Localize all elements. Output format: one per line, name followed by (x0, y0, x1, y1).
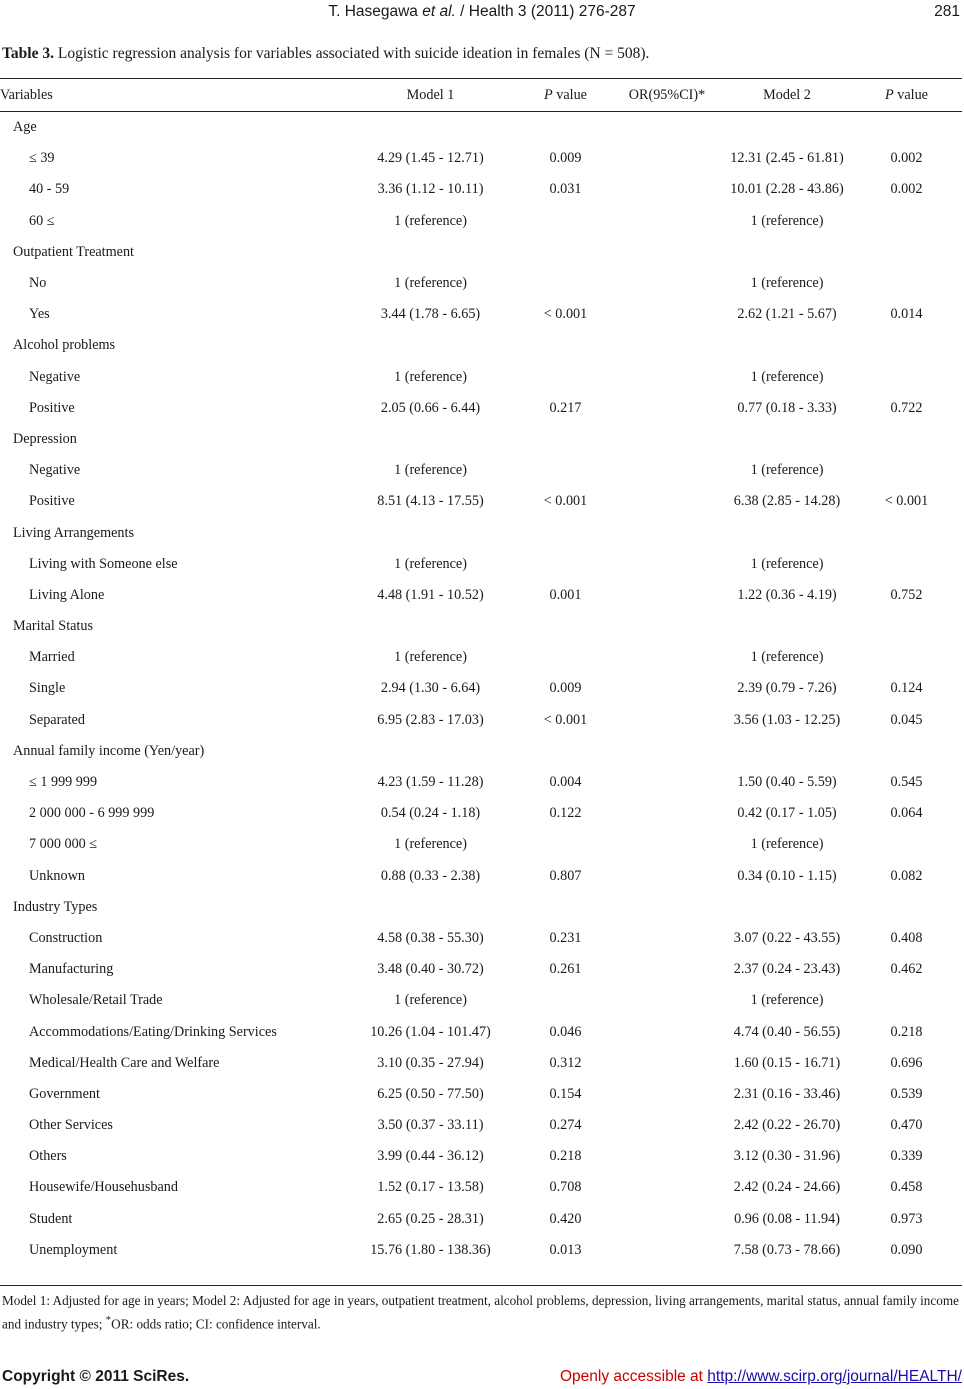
cell-variable: No (29, 275, 47, 292)
cell-model2: 1.60 (0.15 - 16.71) (733, 1054, 841, 1071)
cell-model2: 1 (reference) (750, 649, 824, 666)
cell-p-value-1 (520, 112, 611, 143)
cell-p-value-1: 0.218 (549, 1148, 582, 1165)
cell-model2: 2.42 (0.22 - 26.70) (733, 1117, 841, 1134)
cell-variable: 40 - 59 (29, 181, 70, 198)
cell-p-value-2: 0.545 (890, 774, 923, 791)
cell-model1: 15.76 (1.80 - 138.36) (370, 1241, 491, 1258)
cell-or-ci (611, 1079, 723, 1110)
cell-p-value-1 (520, 424, 611, 455)
running-journal: / Health 3 (2011) 276-287 (455, 3, 636, 20)
cell-p-value-2: 0.064 (890, 805, 923, 822)
cell-variable: Separated (29, 711, 85, 728)
table-body (0, 112, 962, 1266)
cell-or-ci (611, 299, 723, 330)
table-row (0, 1204, 962, 1235)
cell-model2: 10.01 (2.28 - 43.86) (730, 181, 844, 198)
cell-p-value-1: 0.261 (549, 961, 582, 978)
cell-p-value-1: 0.031 (549, 181, 582, 198)
cell-model1: 3.10 (0.35 - 27.94) (377, 1054, 484, 1071)
running-title (0, 3, 964, 21)
cell-p-value-2 (851, 424, 962, 455)
cell-model1: 3.99 (0.44 - 36.12) (377, 1148, 484, 1165)
cell-p-value-2: 0.124 (890, 680, 923, 697)
cell-variable: 60 ≤ (29, 212, 55, 229)
table-group-row (0, 330, 962, 361)
cell-model2: 12.31 (2.45 - 61.81) (730, 150, 844, 167)
cell-model2: 4.74 (0.40 - 56.55) (733, 1023, 841, 1040)
cell-p-value-2: 0.470 (890, 1117, 923, 1134)
table-row (0, 1016, 962, 1047)
cell-p-value-1 (520, 736, 611, 767)
cell-p-value-1: < 0.001 (543, 711, 588, 728)
cell-model1 (341, 424, 520, 455)
cell-or-ci (611, 829, 723, 860)
cell-p-value-1 (520, 362, 611, 393)
table-row (0, 362, 962, 393)
cell-p-value-1 (520, 642, 611, 673)
cell-p-value-2 (851, 829, 962, 860)
cell-p-value-1: 0.807 (549, 867, 582, 884)
cell-p-value-1 (520, 206, 611, 237)
cell-variable: 7 000 000 ≤ (29, 836, 98, 853)
cell-model1: 1 (reference) (394, 555, 467, 572)
table-label: Table 3. (2, 45, 54, 62)
cell-model2: 1.50 (0.40 - 5.59) (737, 774, 837, 791)
cell-or-ci (611, 1048, 723, 1079)
table-row (0, 1079, 962, 1110)
cell-p-value-1 (520, 517, 611, 548)
cell-or-ci (611, 705, 723, 736)
cell-model1 (341, 736, 520, 767)
cell-variable: Living Alone (29, 586, 105, 603)
table-row (0, 985, 962, 1016)
cell-p-value-2: 0.218 (890, 1023, 923, 1040)
cell-p-value-2: 0.014 (890, 306, 923, 323)
table-group-row (0, 237, 962, 268)
cell-p-value-2: 0.539 (890, 1085, 923, 1102)
cell-p-value-2: 0.458 (890, 1179, 923, 1196)
cell-model1: 1 (reference) (394, 836, 467, 853)
cell-p-value-2: 0.408 (890, 929, 923, 946)
cell-model2 (723, 112, 851, 143)
cell-variable: Single (29, 680, 66, 697)
cell-or-ci (611, 1110, 723, 1141)
cell-or-ci (611, 143, 723, 174)
cell-variable: Outpatient Treatment (13, 243, 134, 260)
running-header (0, 0, 964, 28)
regression-table (0, 79, 962, 1266)
cell-or-ci (611, 923, 723, 954)
table-row (0, 143, 962, 174)
cell-p-value-1: 0.013 (549, 1241, 582, 1258)
table-row (0, 1110, 962, 1141)
cell-model1 (341, 237, 520, 268)
cell-p-value-2: < 0.001 (884, 493, 929, 510)
cell-or-ci (611, 642, 723, 673)
cell-model1: 2.94 (1.30 - 6.64) (380, 680, 481, 697)
cell-variable: Yes (29, 306, 50, 323)
cell-p-value-2: 0.002 (890, 150, 923, 167)
cell-model2: 1 (reference) (750, 555, 824, 572)
cell-variable: ≤ 39 (29, 150, 55, 167)
cell-model1 (341, 892, 520, 923)
cell-model1: 1 (reference) (394, 212, 467, 229)
cell-model1 (341, 517, 520, 548)
cell-p-value-1: 0.046 (549, 1023, 582, 1040)
header-variables: Variables (0, 87, 53, 103)
table-row (0, 705, 962, 736)
cell-or-ci (611, 330, 723, 361)
cell-model2: 2.37 (0.24 - 23.43) (733, 961, 841, 978)
table-row (0, 1141, 962, 1172)
cell-model1: 1 (reference) (394, 992, 467, 1009)
cell-model2: 1 (reference) (750, 275, 824, 292)
cell-p-value-2 (851, 985, 962, 1016)
table-row (0, 954, 962, 985)
cell-model2: 1.22 (0.36 - 4.19) (737, 586, 837, 603)
cell-variable: Negative (29, 462, 81, 479)
cell-model1: 10.26 (1.04 - 101.47) (370, 1023, 491, 1040)
cell-model2: 3.12 (0.30 - 31.96) (733, 1148, 841, 1165)
cell-model2: 0.77 (0.18 - 3.33) (737, 399, 837, 416)
cell-variable: Accommodations/Eating/Drinking Services (29, 1023, 277, 1040)
cell-variable: Industry Types (13, 898, 98, 915)
cell-or-ci (611, 112, 723, 143)
table-caption (2, 45, 649, 63)
header-model2: Model 2 (763, 87, 811, 103)
cell-p-value-1 (520, 892, 611, 923)
cell-or-ci (611, 892, 723, 923)
cell-model2 (723, 611, 851, 642)
cell-variable: Others (29, 1148, 67, 1165)
header-or-ci: OR(95%CI)* (628, 87, 706, 103)
cell-model2 (723, 330, 851, 361)
table-footnote: Model 1: Adjusted for age in years; Model 2: Adjusted for age in years, outpatient treatment, alcohol problems, depression, living arrangements, marital status, annual family income and industry types; *OR: odds ratio; CI: confidence interval. (2, 1293, 959, 1331)
cell-variable: Government (29, 1085, 100, 1102)
table-group-row (0, 517, 962, 548)
cell-variable: Medical/Health Care and Welfare (29, 1054, 220, 1071)
cell-or-ci (611, 798, 723, 829)
cell-p-value-1: 0.231 (549, 929, 582, 946)
cell-p-value-1: 0.004 (549, 774, 582, 791)
open-access-note: Openly accessible at http://www.scirp.org/journal/HEALTH/ (559, 1368, 962, 1385)
cell-p-value-2 (851, 237, 962, 268)
page-number: 281 (934, 3, 960, 20)
cell-model1: 1 (reference) (394, 649, 467, 666)
cell-model1: 3.50 (0.37 - 33.11) (377, 1117, 484, 1134)
cell-variable: Student (29, 1210, 73, 1227)
cell-model1: 6.25 (0.50 - 77.50) (377, 1085, 484, 1102)
cell-or-ci (611, 517, 723, 548)
table-row (0, 299, 962, 330)
cell-variable: Construction (29, 929, 103, 946)
cell-model2 (723, 237, 851, 268)
cell-p-value-2 (851, 206, 962, 237)
cell-or-ci (611, 580, 723, 611)
cell-p-value-1: 0.009 (549, 150, 582, 167)
cell-p-value-1 (520, 455, 611, 486)
cell-model1: 3.48 (0.40 - 30.72) (377, 961, 484, 978)
cell-or-ci (611, 861, 723, 892)
table-row (0, 174, 962, 205)
cell-or-ci (611, 611, 723, 642)
table-row (0, 549, 962, 580)
cell-or-ci (611, 393, 723, 424)
table-row (0, 673, 962, 704)
cell-p-value-2 (851, 611, 962, 642)
cell-model2: 7.58 (0.73 - 78.66) (733, 1241, 841, 1258)
journal-link[interactable]: http://www.scirp.org/journal/HEALTH/ (707, 1368, 962, 1385)
cell-model2: 2.39 (0.79 - 7.26) (737, 680, 837, 697)
cell-or-ci (611, 1235, 723, 1266)
cell-p-value-2: 0.462 (890, 961, 923, 978)
cell-model2: 1 (reference) (750, 462, 824, 479)
cell-p-value-1 (520, 611, 611, 642)
cell-p-value-2: 0.752 (890, 586, 923, 603)
cell-p-value-2: 0.973 (890, 1210, 923, 1227)
cell-p-value-1: 0.001 (549, 586, 582, 603)
cell-p-value-2: 0.339 (890, 1148, 923, 1165)
cell-model1 (341, 112, 520, 143)
cell-model2: 2.42 (0.24 - 24.66) (733, 1179, 841, 1196)
cell-p-value-1: 0.312 (549, 1054, 582, 1071)
table-row (0, 861, 962, 892)
table-row (0, 1235, 962, 1266)
table-row (0, 923, 962, 954)
cell-p-value-1: 0.708 (549, 1179, 582, 1196)
cell-model1: 4.48 (1.91 - 10.52) (377, 586, 484, 603)
cell-variable: Married (29, 649, 75, 666)
cell-variable: Unemployment (29, 1241, 118, 1258)
cell-model2: 2.31 (0.16 - 33.46) (733, 1085, 841, 1102)
cell-p-value-2 (851, 112, 962, 143)
header-p-value-2: P value (885, 87, 928, 103)
cell-model1: 4.58 (0.38 - 55.30) (377, 929, 484, 946)
cell-p-value-1: < 0.001 (543, 493, 588, 510)
cell-p-value-2: 0.002 (890, 181, 923, 198)
cell-model1: 1 (reference) (394, 462, 467, 479)
cell-model2: 0.34 (0.10 - 1.15) (737, 867, 837, 884)
table-row (0, 580, 962, 611)
cell-model2 (723, 736, 851, 767)
cell-p-value-2 (851, 268, 962, 299)
table-row (0, 393, 962, 424)
cell-model2 (723, 517, 851, 548)
cell-or-ci (611, 1016, 723, 1047)
cell-model2 (723, 424, 851, 455)
cell-model1: 0.88 (0.33 - 2.38) (380, 867, 481, 884)
cell-p-value-1: 0.009 (549, 680, 582, 697)
table-row (0, 798, 962, 829)
cell-model1 (341, 330, 520, 361)
cell-p-value-1 (520, 237, 611, 268)
cell-model1: 2.65 (0.25 - 28.31) (377, 1210, 484, 1227)
cell-variable: Positive (29, 493, 75, 510)
cell-model2: 3.56 (1.03 - 12.25) (733, 711, 841, 728)
cell-variable: Housewife/Househusband (29, 1179, 178, 1196)
cell-p-value-2 (851, 362, 962, 393)
cell-p-value-2 (851, 517, 962, 548)
cell-p-value-1 (520, 549, 611, 580)
table-row (0, 829, 962, 860)
table-group-row (0, 112, 962, 143)
cell-p-value-1 (520, 829, 611, 860)
cell-p-value-2 (851, 330, 962, 361)
cell-model1: 1 (reference) (394, 368, 467, 385)
cell-p-value-2: 0.082 (890, 867, 923, 884)
table-row (0, 767, 962, 798)
table-row (0, 642, 962, 673)
cell-p-value-1: 0.274 (549, 1117, 582, 1134)
cell-p-value-2 (851, 736, 962, 767)
cell-model1: 6.95 (2.83 - 17.03) (377, 711, 484, 728)
header-model1: Model 1 (406, 87, 455, 103)
cell-p-value-1: 0.217 (549, 399, 582, 416)
running-etal: et al. (422, 3, 456, 20)
cell-variable: Wholesale/Retail Trade (29, 992, 163, 1009)
cell-model2: 1 (reference) (750, 992, 824, 1009)
cell-p-value-2 (851, 549, 962, 580)
table-header-row (0, 79, 962, 112)
cell-model2: 1 (reference) (750, 212, 824, 229)
cell-or-ci (611, 174, 723, 205)
cell-or-ci (611, 673, 723, 704)
cell-p-value-1 (520, 268, 611, 299)
cell-or-ci (611, 362, 723, 393)
cell-model2: 1 (reference) (750, 836, 824, 853)
cell-model1: 2.05 (0.66 - 6.44) (380, 399, 481, 416)
cell-variable: Living with Someone else (29, 555, 178, 572)
cell-variable: Negative (29, 368, 81, 385)
cell-model2: 0.42 (0.17 - 1.05) (737, 805, 837, 822)
cell-model1: 4.23 (1.59 - 11.28) (377, 774, 484, 791)
cell-model1: 1.52 (0.17 - 13.58) (377, 1179, 484, 1196)
cell-p-value-2 (851, 642, 962, 673)
cell-variable: Positive (29, 399, 75, 416)
cell-variable: ≤ 1 999 999 (29, 774, 98, 791)
cell-variable: Manufacturing (29, 961, 114, 978)
table-row (0, 1048, 962, 1079)
cell-or-ci (611, 954, 723, 985)
table-caption-text: Logistic regression analysis for variables associated with suicide ideation in females (N = 508). (53, 45, 650, 62)
cell-model2 (723, 892, 851, 923)
cell-variable: Age (13, 119, 37, 136)
cell-or-ci (611, 486, 723, 517)
table-bottom-rule (0, 1285, 962, 1286)
table-row (0, 455, 962, 486)
cell-or-ci (611, 206, 723, 237)
cell-model2: 0.96 (0.08 - 11.94) (734, 1210, 840, 1227)
cell-model2: 6.38 (2.85 - 14.28) (733, 493, 841, 510)
cell-p-value-1 (520, 985, 611, 1016)
cell-model1: 0.54 (0.24 - 1.18) (380, 805, 481, 822)
cell-or-ci (611, 985, 723, 1016)
cell-model2: 1 (reference) (750, 368, 824, 385)
cell-p-value-2: 0.696 (890, 1054, 923, 1071)
cell-model1: 3.36 (1.12 - 10.11) (377, 181, 484, 198)
cell-or-ci (611, 1172, 723, 1203)
table-group-row (0, 611, 962, 642)
cell-or-ci (611, 549, 723, 580)
table-group-row (0, 892, 962, 923)
cell-model1: 3.44 (1.78 - 6.65) (380, 306, 481, 323)
cell-model1: 4.29 (1.45 - 12.71) (377, 150, 484, 167)
cell-variable: Unknown (29, 867, 85, 884)
header-p-value-1: P value (544, 87, 587, 103)
cell-model2: 2.62 (1.21 - 5.67) (737, 306, 837, 323)
cell-or-ci (611, 767, 723, 798)
table-group-row (0, 424, 962, 455)
table-row (0, 268, 962, 299)
cell-p-value-2: 0.090 (890, 1241, 923, 1258)
cell-or-ci (611, 424, 723, 455)
cell-or-ci (611, 268, 723, 299)
cell-or-ci (611, 1204, 723, 1235)
cell-variable: Depression (13, 430, 77, 447)
cell-variable: Marital Status (13, 618, 93, 635)
cell-or-ci (611, 237, 723, 268)
cell-p-value-1 (520, 330, 611, 361)
cell-p-value-2 (851, 455, 962, 486)
table-row (0, 486, 962, 517)
cell-p-value-1: 0.154 (549, 1085, 582, 1102)
cell-or-ci (611, 1141, 723, 1172)
table-group-row (0, 736, 962, 767)
cell-or-ci (611, 455, 723, 486)
cell-p-value-1: < 0.001 (543, 306, 588, 323)
running-author: T. Hasegawa (328, 3, 423, 20)
cell-p-value-2 (851, 892, 962, 923)
cell-or-ci (611, 736, 723, 767)
cell-variable: Living Arrangements (13, 524, 134, 541)
table-row (0, 206, 962, 237)
copyright: Copyright © 2011 SciRes. (2, 1368, 190, 1385)
cell-variable: Other Services (29, 1117, 113, 1134)
cell-variable: 2 000 000 - 6 999 999 (29, 805, 155, 822)
cell-p-value-1: 0.122 (549, 805, 582, 822)
cell-model2: 3.07 (0.22 - 43.55) (733, 929, 841, 946)
table-row (0, 1172, 962, 1203)
cell-p-value-2: 0.722 (890, 399, 923, 416)
cell-model1: 8.51 (4.13 - 17.55) (377, 493, 484, 510)
cell-p-value-2: 0.045 (890, 711, 923, 728)
cell-p-value-1: 0.420 (549, 1210, 582, 1227)
cell-model1 (341, 611, 520, 642)
cell-variable: Annual family income (Yen/year) (13, 742, 205, 759)
cell-variable: Alcohol problems (13, 337, 116, 354)
cell-model1: 1 (reference) (394, 275, 467, 292)
